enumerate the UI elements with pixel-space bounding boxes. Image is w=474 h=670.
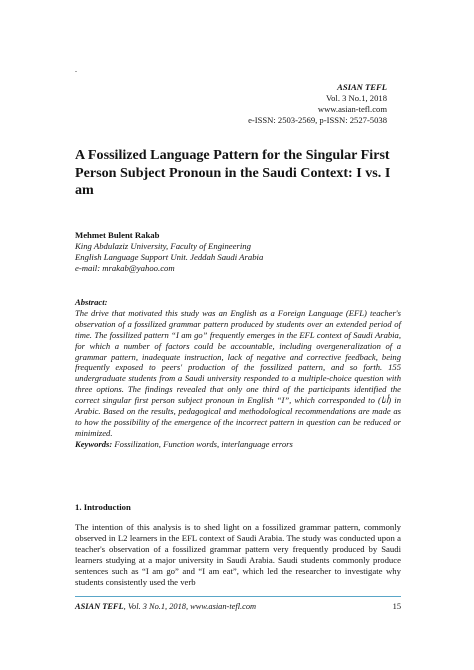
journal-volume: Vol. 3 No.1, 2018	[326, 92, 387, 103]
footer-details: , Vol. 3 No.1, 2018, www.asian-tefl.com	[123, 602, 257, 611]
footer-journal: ASIAN TEFL	[75, 602, 124, 611]
journal-website: www.asian-tefl.com	[317, 103, 387, 114]
keywords-line	[75, 439, 401, 450]
paper-title: A Fossilized Language Pattern for the Singular First Person Subject Pronoun in the Saudi Context: I vs. I am	[75, 147, 391, 199]
introduction-paragraph: The intention of this analysis is to shed light on a fossilized grammar pattern, commonly observed in L2 learners in the EFL context of Saudi Arabia. The study was conducted upon a teacher's observation of a fossilized grammar pattern very frequently produced by Saudi learners studying at a major university in Saudi Arabia. Saudi students commonly produce sentences such as “I am go” and “I am eat”, which led the researcher to investigate why students consistently used the verb	[75, 522, 401, 587]
footer-rule	[75, 596, 401, 597]
author-affiliation-2: English Language Support Unit. Jeddah Saudi Arabia	[75, 252, 264, 262]
footer-citation	[75, 602, 256, 611]
journal-issn: e-ISSN: 2503-2569, p-ISSN: 2527-5038	[248, 114, 387, 125]
stray-dot: .	[75, 65, 77, 74]
page-number: 15	[392, 602, 401, 611]
abstract-heading: Abstract:	[75, 297, 108, 307]
abstract-section	[75, 297, 401, 450]
introduction-section	[75, 502, 401, 588]
introduction-heading: 1. Introduction	[75, 502, 131, 512]
author-email: e-mail: mrakab@yahoo.com	[75, 263, 175, 273]
keywords-label: Keywords:	[75, 438, 113, 449]
journal-name: ASIAN TEFL	[337, 82, 387, 92]
author-affiliation-1: King Abdulaziz University, Faculty of Engineering	[75, 241, 251, 251]
page-footer	[75, 601, 401, 612]
journal-header	[248, 82, 387, 126]
author-block	[75, 230, 263, 274]
author-name: Mehmet Bulent Rakab	[75, 230, 160, 240]
keywords-list: Fossilization, Function words, interlanguage errors	[112, 438, 293, 449]
abstract-body: The drive that motivated this study was an English as a Foreign Language (EFL) teacher's observation of a fossilized grammar pattern produced by students over an extended period of time. The fossilized pattern “I am go” frequently emerges in the EFL context of Saudi Arabia, for which a number of factors could be accountable, including overgeneralization of a grammar pattern, inadequate instruction, lack of negative and corrective feedback, being frequently exposed to peers' production of the fossilized pattern, and so forth. 155 undergraduate students from a Saudi university responded to a multiple-choice question with three options. The findings revealed that only one third of the participants identified the correct singular first person subject pronoun in English “I”, which corresponded to (أنا) in Arabic. Based on the results, pedagogical and methodological recommendations are made as to how the possibility of the emergence of the incorrect pattern in question can be reduced or minimized.	[75, 307, 401, 438]
